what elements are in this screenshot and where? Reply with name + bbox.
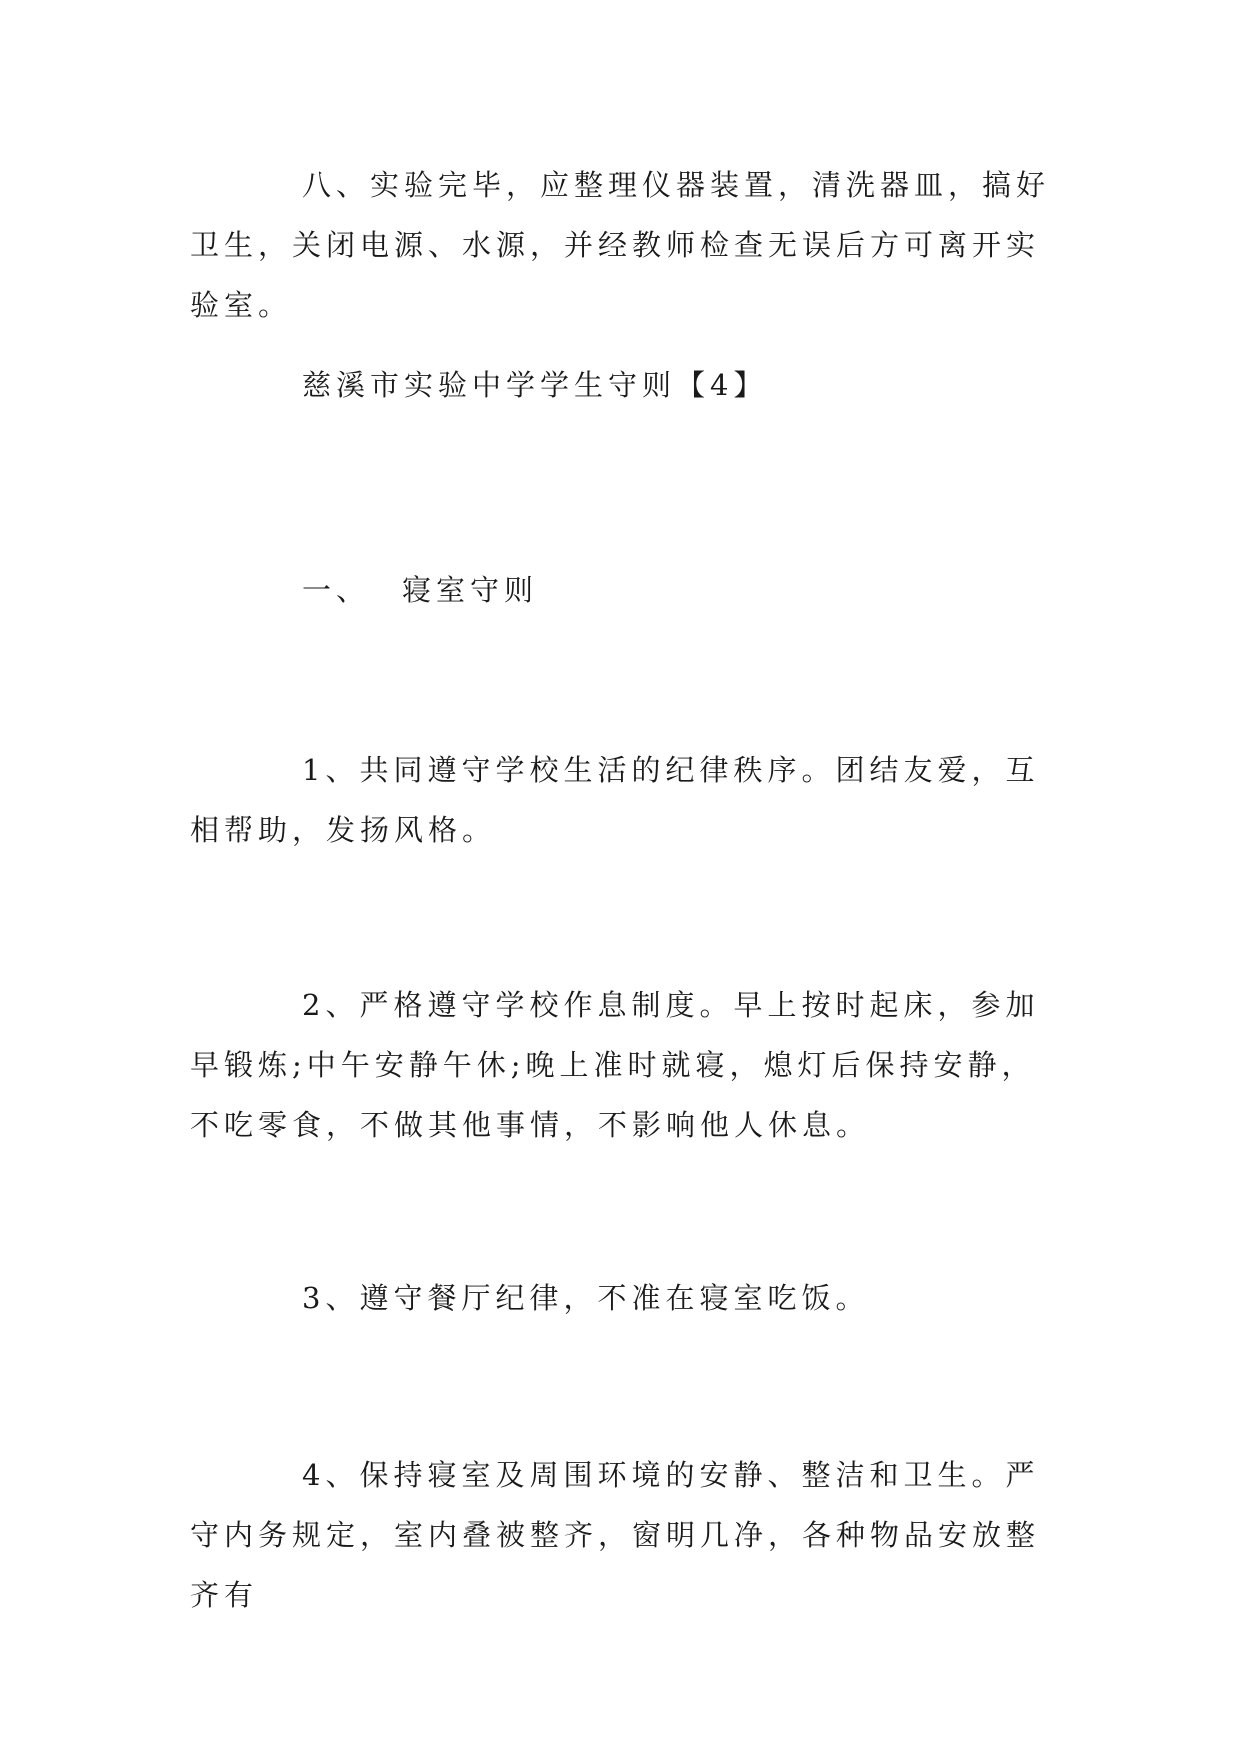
paragraph-rule-2: 2、严格遵守学校作息制度。早上按时起床，参加早锻炼;中午安静午休;晚上准时就寝，熄灯后保持安静，不吃零食，不做其他事情，不影响他人休息。	[190, 988, 1040, 1142]
section-heading	[302, 560, 538, 620]
paragraph-rule-8: 八、实验完毕，应整理仪器装置，清洗器皿，搞好卫生，关闭电源、水源，并经教师检查无误后方可离开实验室。	[190, 168, 1051, 322]
paragraph-rule-4: 4、保持寝室及周围环境的安静、整洁和卫生。严守内务规定，室内叠被整齐，窗明几净，各种物品安放整齐有	[190, 1458, 1041, 1612]
section-number: 一、	[302, 573, 371, 607]
document-title: 慈溪市实验中学学生守则【4】	[302, 368, 768, 402]
paragraph-rule-1: 1、共同遵守学校生活的纪律秩序。团结友爱，互相帮助，发扬风格。	[190, 753, 1040, 847]
section-title: 寝室守则	[402, 573, 539, 607]
paragraph-rule-3: 3、遵守餐厅纪律，不准在寝室吃饭。	[302, 1281, 870, 1315]
